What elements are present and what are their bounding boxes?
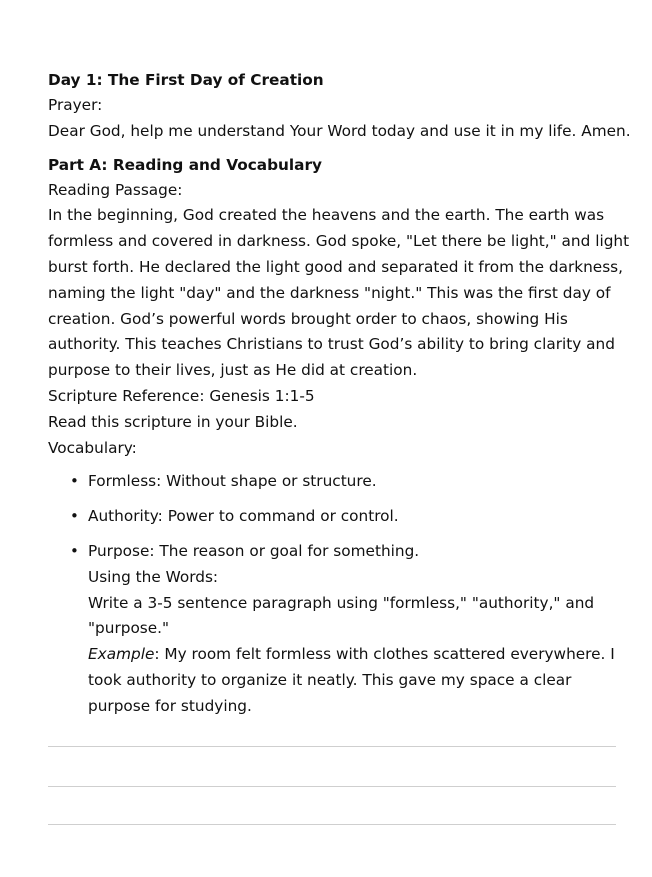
reading-passage-label: Reading Passage: [48, 180, 183, 199]
vocab-item-text: Authority: Power to command or control. [88, 507, 399, 526]
writing-line[interactable] [48, 786, 616, 787]
vocab-item-text: Purpose: The reason or goal for something. [88, 541, 420, 560]
bullet-icon: • [70, 507, 79, 526]
vocab-item [48, 539, 623, 720]
vocabulary-list [48, 469, 623, 719]
example-label: Example [88, 645, 155, 664]
read-instruction: Read this scripture in your Bible. [48, 412, 298, 431]
using-words-instruction: Write a 3-5 sentence paragraph using "formless," "authority," and [88, 593, 595, 612]
passage-line: formless and covered in darkness. God spoke, "Let there be light," and light [48, 232, 630, 251]
writing-line[interactable] [48, 824, 616, 825]
passage-line: In the beginning, God created the heavens and the earth. The earth was [48, 206, 605, 225]
day-title: Day 1: The First Day of Creation [48, 71, 324, 89]
example-line: purpose for studying. [88, 696, 252, 715]
passage-line: naming the light "day" and the darkness "night." This was the first day of [48, 283, 611, 302]
example-line: took authority to organize it neatly. This gave my space a clear [88, 670, 572, 689]
vocab-item [48, 504, 623, 530]
vocabulary-label: Vocabulary: [48, 438, 137, 457]
bullet-icon: • [70, 541, 79, 560]
example-line [88, 642, 623, 668]
worksheet-page [48, 68, 631, 729]
prayer-label: Prayer: [48, 96, 103, 114]
using-words-block [88, 565, 623, 720]
passage-line: creation. God’s powerful words brought order to chaos, showing His [48, 309, 568, 328]
prayer-text: Dear God, help me understand Your Word today and use it in my life. Amen. [48, 121, 631, 140]
part-a-title: Part A: Reading and Vocabulary [48, 155, 323, 174]
passage-line: purpose to their lives, just as He did at creation. [48, 361, 418, 380]
example-text: : My room felt formless with clothes scattered everywhere. I [154, 645, 615, 664]
using-words-instruction: "purpose." [88, 619, 170, 638]
vocab-item-text: Formless: Without shape or structure. [88, 472, 377, 491]
passage-line: authority. This teaches Christians to trust God’s ability to bring clarity and [48, 335, 615, 354]
writing-line[interactable] [48, 746, 616, 747]
scripture-reference: Scripture Reference: Genesis 1:1-5 [48, 386, 315, 405]
passage-line: burst forth. He declared the light good and separated it from the darkness, [48, 257, 623, 276]
reading-passage [48, 203, 630, 384]
bullet-icon: • [70, 472, 79, 491]
vocab-item [48, 469, 623, 495]
using-words-label: Using the Words: [88, 567, 219, 586]
